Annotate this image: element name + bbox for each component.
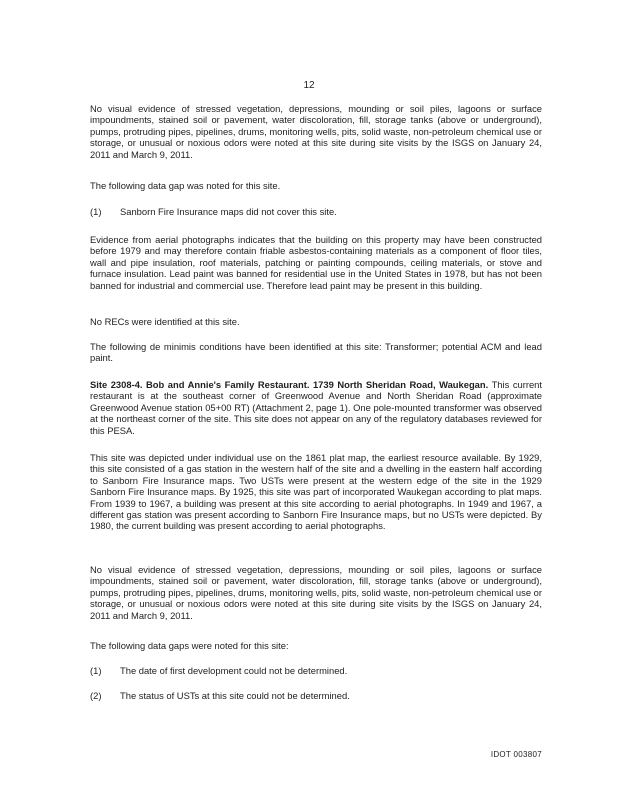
site-heading: Site 2308-4. Bob and Annie's Family Restaurant. 1739 North Sheridan Road, Waukegan.: [90, 379, 489, 390]
list-item-number: (2): [90, 690, 102, 701]
list-item-text: The status of USTs at this site could not be determined.: [120, 690, 350, 701]
paragraph-visual-evidence-2: No visual evidence of stressed vegetation, depressions, mounding or soil piles, lagoons or surface impoundments, stained soil or pavement, water discoloration, fill, storage tanks (above or underground), pumps, protruding pipes, pipelines, drums, monitoring wells, pits, solid waste, non-petroleum chemical use or storage, or unusual or noxious odors were noted at this site during site visits by the ISGS on January 24, 2011 and March 9, 2011.: [90, 564, 542, 621]
list-item: [90, 665, 542, 676]
paragraph-de-minimis: The following de minimis conditions have been identified at this site: Transformer; potential ACM and lead paint.: [90, 341, 542, 364]
list-item-text: The date of first development could not be determined.: [120, 665, 348, 676]
document-id: IDOT 003807: [490, 750, 542, 759]
paragraph-visual-evidence-1: No visual evidence of stressed vegetation, depressions, mounding or soil piles, lagoons or surface impoundments, stained soil or pavement, water discoloration, fill, storage tanks (above or underground), pumps, protruding pipes, pipelines, drums, monitoring wells, pits, solid waste, non-petroleum chemical use or storage, or unusual or noxious odors were noted at this site during site visits by the ISGS on January 24, 2011 and March 9, 2011.: [90, 103, 542, 160]
paragraph-no-recs: No RECs were identified at this site.: [90, 316, 240, 327]
paragraph-data-gap-intro: The following data gap was noted for this site.: [90, 180, 281, 191]
list-item-text: Sanborn Fire Insurance maps did not cover this site.: [120, 206, 337, 217]
list-item: [90, 206, 542, 217]
list-item-number: (1): [90, 206, 102, 217]
site-description: This current restaurant is at the southeast corner of Greenwood Avenue and North Sheridan Road (approximate Greenwood Avenue station 05+00 RT) (Attachment 2, page 1). One pole-mounted transformer was observed at the northeast corner of the site. This site does not appear on any of the regulatory databases reviewed for this PESA.: [90, 379, 542, 436]
site-section: [90, 379, 542, 436]
paragraph-asbestos-lead: Evidence from aerial photographs indicates that the building on this property may have been constructed before 1979 and may therefore contain friable asbestos-containing materials as a component of floor tiles, wall and pipe insulation, roof materials, patching or painting compounds, ceiling materials, or stove and furnace insulation. Lead paint was banned for residential use in the United States in 1978, but has not been banned for industrial and commercial use. Therefore lead paint may be present in this building.: [90, 234, 542, 291]
page-number: 12: [303, 80, 315, 91]
paragraph-site-history: This site was depicted under individual use on the 1861 plat map, the earliest resource available. By 1929, this site consisted of a gas station in the western half of the site and a dwelling in the eastern half according to Sanborn Fire Insurance maps. Two USTs were present at the western edge of the site in the 1929 Sanborn Fire Insurance maps. By 1925, this site was part of incorporated Waukegan according to plat maps. From 1939 to 1967, a building was present at this site according to aerial photographs. In 1949 and 1967, a different gas station was present according to Sanborn Fire Insurance maps, but no USTs were depicted. By 1980, the current building was present according to aerial photographs.: [90, 452, 542, 532]
list-item-number: (1): [90, 665, 102, 676]
list-item: [90, 690, 542, 701]
paragraph-data-gaps-intro: The following data gaps were noted for this site:: [90, 640, 289, 651]
